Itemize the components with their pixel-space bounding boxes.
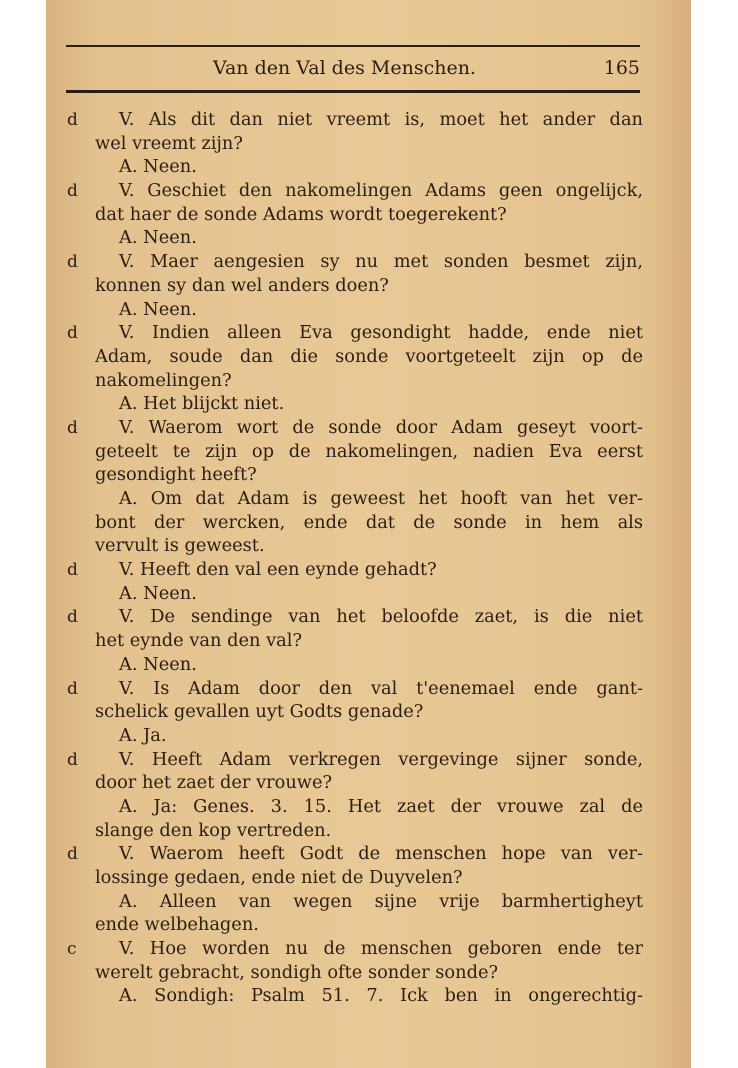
margin-marker: d [67,417,78,438]
text-line: schelick gevallen uyt Godts genade? [95,701,424,723]
question-answer-entry [46,677,691,748]
margin-marker: d [67,252,78,273]
header-rule-top [66,45,640,47]
margin-marker: d [67,678,78,699]
text-line: Adam, soude dan die sonde voortgeteelt zijn op de [95,345,643,367]
text-line: A. Het blijckt niet. [119,393,285,415]
question-answer-entry [46,179,691,250]
text-line: A. Sondigh: Psalm 51. 7. Ick ben in ongerechtig- [119,985,643,1007]
question-answer-entry [46,842,691,937]
text-line: bont der wercken, ende dat de sonde in hem als [95,511,643,533]
margin-marker: d [67,110,78,130]
question-answer-entry [46,605,691,676]
question-answer-entry [46,250,691,321]
text-line: het eynde van den val? [95,630,302,652]
catechism-text [46,108,691,1008]
text-line: A. Ja. [119,724,167,746]
text-line: V. Heeft den val een eynde gehadt? [119,559,437,581]
text-line: gesondight heeft? [95,464,257,486]
text-line: V. Heeft Adam verkregen vergevinge sijner sonde, [119,748,643,770]
chapter-title: Van den Val des Menschen. [213,57,476,79]
text-line: door het zaet der vrouwe? [95,772,333,794]
text-line: V. Geschiet den nakomelingen Adams geen ongelijck, [119,180,643,202]
text-line: lossinge gedaen, ende niet de Duyvelen? [95,867,463,888]
margin-marker: d [67,323,78,344]
text-line: ende welbehagen. [95,914,259,936]
text-line: geteelt te zijn op de nakomelingen, nadien Eva eerst [95,440,643,462]
text-line: slange den kop vertreden. [95,819,332,841]
question-answer-entry [46,416,691,558]
margin-marker: d [67,181,78,202]
margin-marker: d [67,560,78,581]
text-line: A. Om dat Adam is geweest het hooft van het ver- [119,488,643,509]
page-number: 165 [603,57,640,79]
text-line: nakomelingen? [95,369,232,391]
header-rule-bottom [66,90,640,93]
text-line: V. Hoe worden nu de menschen geboren ende ter [119,938,643,960]
text-line: A. Neen. [119,227,197,249]
question-answer-entry [46,108,691,179]
text-line: wel vreemt zijn? [95,132,243,154]
book-page [46,0,691,1068]
text-line: V. Waerom wort de sonde door Adam geseyt voort- [119,416,643,438]
margin-marker: c [67,939,77,960]
running-header [66,57,640,85]
question-answer-entry [46,748,691,843]
text-line: dat haer de sonde Adams wordt toegerekent? [95,203,507,225]
margin-marker: d [67,749,78,770]
text-line: V. Is Adam door den val t'eenemael ende gant- [119,677,643,699]
text-line: A. Ja: Genes. 3. 15. Het zaet der vrouwe zal de [119,795,643,817]
text-line: vervult is geweest. [95,535,265,557]
question-answer-entry [46,937,691,1008]
text-line: werelt gebracht, sondigh ofte sonder sonde? [95,961,499,983]
text-line: V. Maer aengesien sy nu met sonden besmet zijn, [119,251,643,273]
margin-marker: d [67,607,78,628]
text-line: V. Waerom heeft Godt de menschen hope van ver- [119,843,643,865]
text-line: A. Neen. [119,582,197,604]
margin-marker: d [67,844,78,865]
text-line: A. Neen. [119,156,197,178]
text-line: A. Neen. [119,298,197,320]
text-line: A. Alleen van wegen sijne vrije barmhertigheyt [119,890,643,912]
question-answer-entry [46,558,691,605]
text-line: konnen sy dan wel anders doen? [95,274,389,296]
question-answer-entry [46,321,691,416]
text-line: V. De sendinge van het beloofde zaet, is die niet [119,606,643,628]
text-line: A. Neen. [119,653,197,675]
text-line: V. Als dit dan niet vreemt is, moet het ander dan [119,109,643,130]
text-line: V. Indien alleen Eva gesondight hadde, ende niet [119,322,643,344]
